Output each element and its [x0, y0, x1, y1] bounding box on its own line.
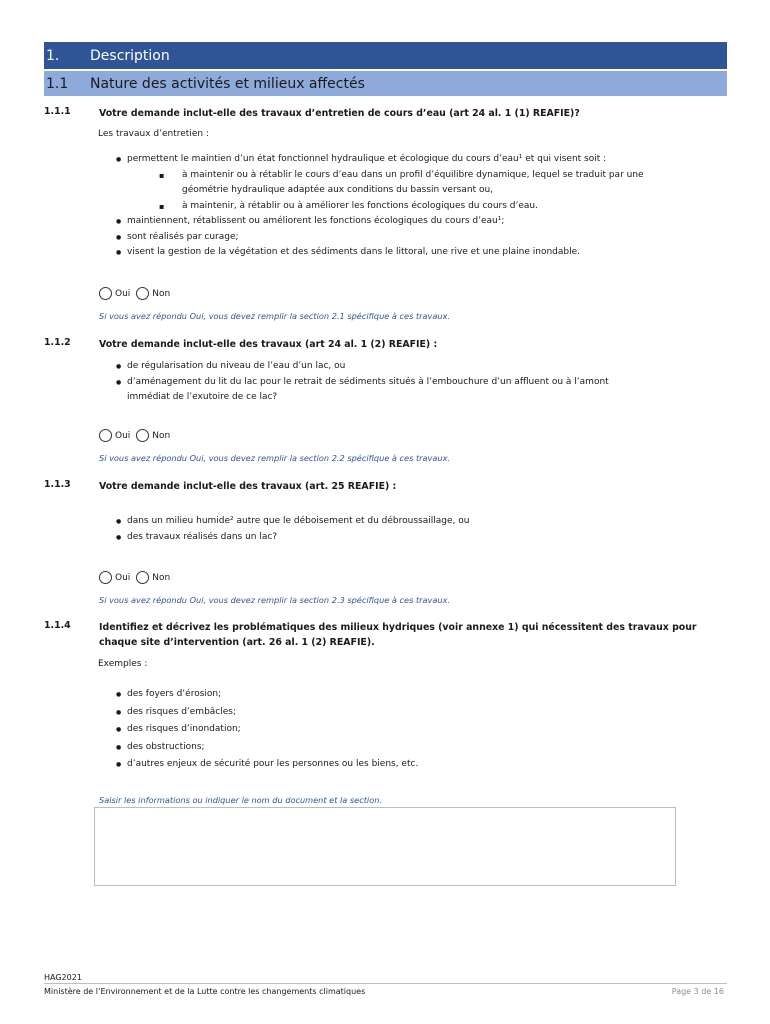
q1-note: Si vous avez répondu Oui, vous devez remplir la section 2.1 spécifique à ces travaux.: [99, 311, 451, 321]
radio-no-label: Non: [152, 572, 171, 583]
radio-circle-icon[interactable]: [99, 429, 112, 442]
question-number: 1.1.3: [44, 479, 71, 490]
section-number: 1.: [46, 47, 60, 64]
section-header: [44, 42, 727, 69]
radio-yes[interactable]: [99, 429, 130, 442]
list-sub-item: ▪ à maintenir ou à rétablir le cours d’eau dans un profil d’équilibre dynamique, lequel se traduit par une: [116, 168, 726, 184]
subsection-header: [44, 71, 727, 96]
radio-no[interactable]: [136, 429, 170, 442]
question-1-1-2: [44, 337, 719, 352]
q4-list: [116, 686, 726, 774]
list-item: ● des risques d’inondation;: [116, 721, 726, 739]
question-number: 1.1.1: [44, 106, 71, 117]
radio-yes-label: Oui: [115, 572, 131, 583]
question-number: 1.1.2: [44, 337, 71, 348]
list-item: ● de régularisation du niveau de l’eau d’un lac, ou: [116, 359, 726, 375]
radio-circle-icon[interactable]: [99, 287, 112, 300]
question-text: Votre demande inclut-elle des travaux d’entretien de cours d’eau (art 24 al. 1 (1) REAFIE)?: [99, 108, 580, 119]
radio-no[interactable]: [136, 287, 170, 300]
list-item: ● des risques d’embâcles;: [116, 704, 726, 722]
question-1-1-4: [44, 620, 719, 650]
q3-note: Si vous avez répondu Oui, vous devez remplir la section 2.3 spécifique à ces travaux.: [99, 595, 451, 605]
section-title: Description: [90, 47, 170, 64]
list-item: ● maintiennent, rétablissent ou améliorent les fonctions écologiques du cours d’eau¹;: [116, 214, 726, 230]
radio-no-label: Non: [152, 430, 171, 441]
q1-intro: Les travaux d’entretien :: [98, 129, 209, 139]
q1-radio-group: [99, 287, 176, 300]
question-text: Votre demande inclut-elle des travaux (art. 25 REAFIE) :: [99, 481, 397, 492]
question-text: Votre demande inclut-elle des travaux (art 24 al. 1 (2) REAFIE) :: [99, 339, 438, 350]
q2-list: [116, 359, 726, 406]
footer-page-number: Page 3 de 16: [671, 987, 724, 996]
radio-circle-icon[interactable]: [136, 287, 149, 300]
radio-circle-icon[interactable]: [136, 571, 149, 584]
radio-circle-icon[interactable]: [136, 429, 149, 442]
radio-circle-icon[interactable]: [99, 571, 112, 584]
subsection-title: Nature des activités et milieux affectés: [90, 75, 365, 92]
question-number: 1.1.4: [44, 620, 71, 631]
radio-no[interactable]: [136, 571, 170, 584]
list-item: ● sont réalisés par curage;: [116, 230, 726, 246]
radio-yes[interactable]: [99, 571, 130, 584]
list-sub-item-continuation: géométrie hydraulique adaptée aux conditions du bassin versant ou,: [182, 185, 494, 195]
list-sub-item: ▪ à maintenir, à rétablir ou à améliorer les fonctions écologiques du cours d’eau.: [116, 199, 726, 215]
list-item: ● des obstructions;: [116, 739, 726, 757]
q1-list: [116, 152, 726, 261]
list-item: ● permettent le maintien d’un état fonctionnel hydraulique et écologique du cours d’eau¹ et qui visent soit :: [116, 152, 726, 168]
q4-text-input[interactable]: [94, 807, 676, 886]
list-item: ● d’aménagement du lit du lac pour le retrait de sédiments situés à l’embouchure d’un affluent ou à l’amont: [116, 375, 726, 391]
question-1-1-1: [44, 106, 719, 121]
radio-yes-label: Oui: [115, 288, 131, 299]
q4-intro: Exemples :: [98, 659, 148, 669]
q2-radio-group: [99, 429, 176, 442]
radio-yes[interactable]: [99, 287, 130, 300]
list-item: ● des foyers d’érosion;: [116, 686, 726, 704]
footer-code: HAG2021: [44, 973, 82, 982]
q4-note: Saisir les informations ou indiquer le nom du document et la section.: [99, 795, 383, 805]
list-item: ● des travaux réalisés dans un lac?: [116, 530, 726, 546]
question-text: Identifiez et décrivez les problématiques des milieux hydriques (voir annexe 1) qui nécessitent des travaux pour chaque site d’intervention (art. 26 al. 1 (2) REAFIE).: [99, 622, 697, 648]
list-item: ● dans un milieu humide² autre que le déboisement et du débroussaillage, ou: [116, 514, 726, 530]
q2-note: Si vous avez répondu Oui, vous devez remplir la section 2.2 spécifique à ces travaux.: [99, 453, 451, 463]
footer-ministry: Ministère de l’Environnement et de la Lutte contre les changements climatiques: [44, 987, 366, 996]
subsection-number: 1.1: [46, 75, 69, 92]
question-1-1-3: [44, 479, 719, 494]
radio-yes-label: Oui: [115, 430, 131, 441]
q3-list: [116, 514, 726, 545]
list-item: ● d’autres enjeux de sécurité pour les personnes ou les biens, etc.: [116, 756, 726, 774]
q3-radio-group: [99, 571, 176, 584]
list-item-continuation: immédiat de l’exutoire de ce lac?: [127, 392, 278, 402]
list-item: ● visent la gestion de la végétation et des sédiments dans le littoral, une rive et une plaine inondable.: [116, 245, 726, 261]
radio-no-label: Non: [152, 288, 171, 299]
footer-divider: [44, 983, 727, 984]
